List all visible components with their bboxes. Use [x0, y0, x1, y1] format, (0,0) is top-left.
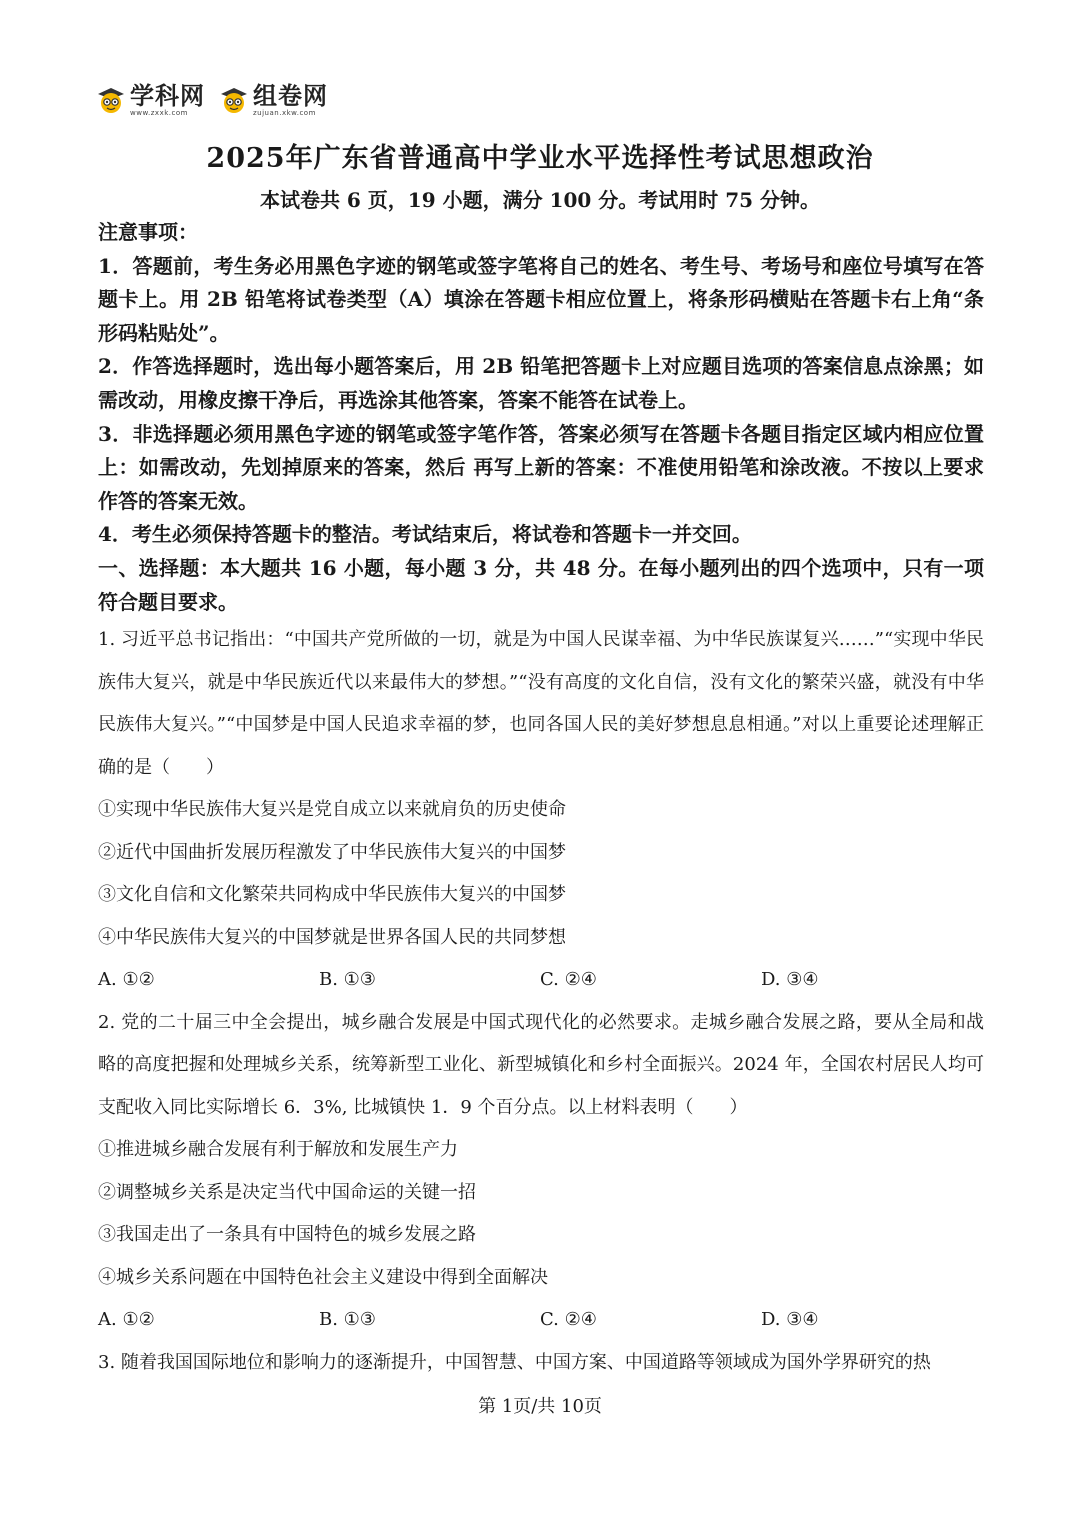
- answer-options: [98, 959, 984, 1002]
- logo-url: www.zxxk.com: [130, 108, 188, 117]
- option-d: D. ③④: [761, 969, 819, 990]
- question-statement: ①实现中华民族伟大复兴是党自成立以来就肩负的历史使命: [98, 799, 566, 820]
- section-heading: 一、选择题：本大题共 16 小题，每小题 3 分，共 48 分。在每小题列出的四个选项中，只有一项符合题目要求。: [98, 555, 984, 614]
- instruction-item: 1．答题前，考生务必用黑色字迹的钢笔或签字笔将自己的姓名、考生号、考场号和座位号填写在答题卡上。用 2B 铅笔将试卷类型（A）填涂在答题卡相应位置上，将条形码横贴在答题卡右上角“条形码粘贴处”。: [98, 253, 984, 345]
- question-stem: 1. 习近平总书记指出：“中国共产党所做的一切，就是为中国人民谋幸福、为中华民族谋复兴……”“实现中华民族伟大复兴，就是中华民族近代以来最伟大的梦想。”“没有高度的文化自信，没有文化的繁荣兴盛，就没有中华民族伟大复兴。”“中国梦是中国人民追求幸福的梦，也同各国人民的美好梦想息息相通。”对以上重要论述理解正确的是（ ）: [98, 629, 984, 778]
- question-statement: ③文化自信和文化繁荣共同构成中华民族伟大复兴的中国梦: [98, 884, 566, 905]
- answer-options: [98, 1299, 984, 1342]
- owl-face-icon: [219, 85, 249, 115]
- header-logos: [96, 80, 328, 120]
- question-statement: ③我国走出了一条具有中国特色的城乡发展之路: [98, 1224, 476, 1245]
- question-statement: ④城乡关系问题在中国特色社会主义建设中得到全面解决: [98, 1266, 548, 1288]
- logo-name: 组卷网: [253, 81, 328, 110]
- question-stem: 2. 党的二十届三中全会提出，城乡融合发展是中国式现代化的必然要求。走城乡融合发展之路，要从全局和战略的高度把握和处理城乡关系，统筹新型工业化、新型城镇化和乡村全面振兴。2024 年，全国农村居民人均可支配收入同比实际增长 6．3%, 比城镇快 1．9 个百分点。以上材料表明（ ）: [98, 1011, 984, 1118]
- option-a: A. ①②: [98, 1309, 155, 1330]
- instruction-item: 4．考生必须保持答题卡的整洁。考试结束后，将试卷和答题卡一并交回。: [98, 522, 752, 547]
- option-b: B. ①③: [319, 1309, 376, 1330]
- page-number: 第 1页/共 10页: [478, 1396, 602, 1417]
- owl-face-icon: [96, 85, 126, 115]
- question-statement: ②近代中国曲折发展历程激发了中华民族伟大复兴的中国梦: [98, 841, 566, 863]
- instruction-item: 2．作答选择题时，选出每小题答案后，用 2B 铅笔把答题卡上对应题目选项的答案信息点涂黑；如需改动，用橡皮擦干净后，再选涂其他答案，答案不能答在试卷上。: [98, 354, 984, 412]
- question-statement: ②调整城乡关系是决定当代中国命运的关键一招: [98, 1181, 476, 1203]
- question-list: [98, 619, 984, 1384]
- question-3: [98, 1342, 984, 1385]
- exam-title: 2025年广东省普通高中学业水平选择性考试思想政治: [206, 143, 874, 174]
- instructions-heading: 注意事项：: [98, 220, 198, 244]
- option-c: C. ②④: [540, 969, 597, 990]
- question-1: [98, 619, 984, 1002]
- question-statement: ④中华民族伟大复兴的中国梦就是世界各国人民的共同梦想: [98, 926, 566, 948]
- instruction-item: 3．非选择题必须用黑色字迹的钢笔或签字笔作答，答案必须写在答题卡各题目指定区域内相应位置上：如需改动，先划掉原来的答案，然后 再写上新的答案：不准使用铅笔和涂改液。不按以上要求作答的答案无效。: [98, 421, 984, 513]
- logo-zujuanwang[interactable]: [219, 81, 328, 117]
- option-d: D. ③④: [761, 1309, 819, 1330]
- exam-subtitle: 本试卷共 6 页，19 小题，满分 100 分。考试用时 75 分钟。: [259, 188, 821, 212]
- logo-url: zujuan.xkw.com: [253, 108, 316, 117]
- logo-name: 学科网: [130, 81, 205, 110]
- option-b: B. ①③: [319, 969, 376, 990]
- option-a: A. ①②: [98, 969, 155, 990]
- logo-xuekewang[interactable]: [96, 81, 205, 117]
- option-c: C. ②④: [540, 1309, 597, 1330]
- question-2: [98, 1002, 984, 1342]
- question-statement: ①推进城乡融合发展有利于解放和发展生产力: [98, 1139, 458, 1160]
- exam-instructions: [98, 216, 984, 619]
- question-stem: 3. 随着我国国际地位和影响力的逐渐提升，中国智慧、中国方案、中国道路等领域成为国外学界研究的热: [98, 1351, 931, 1373]
